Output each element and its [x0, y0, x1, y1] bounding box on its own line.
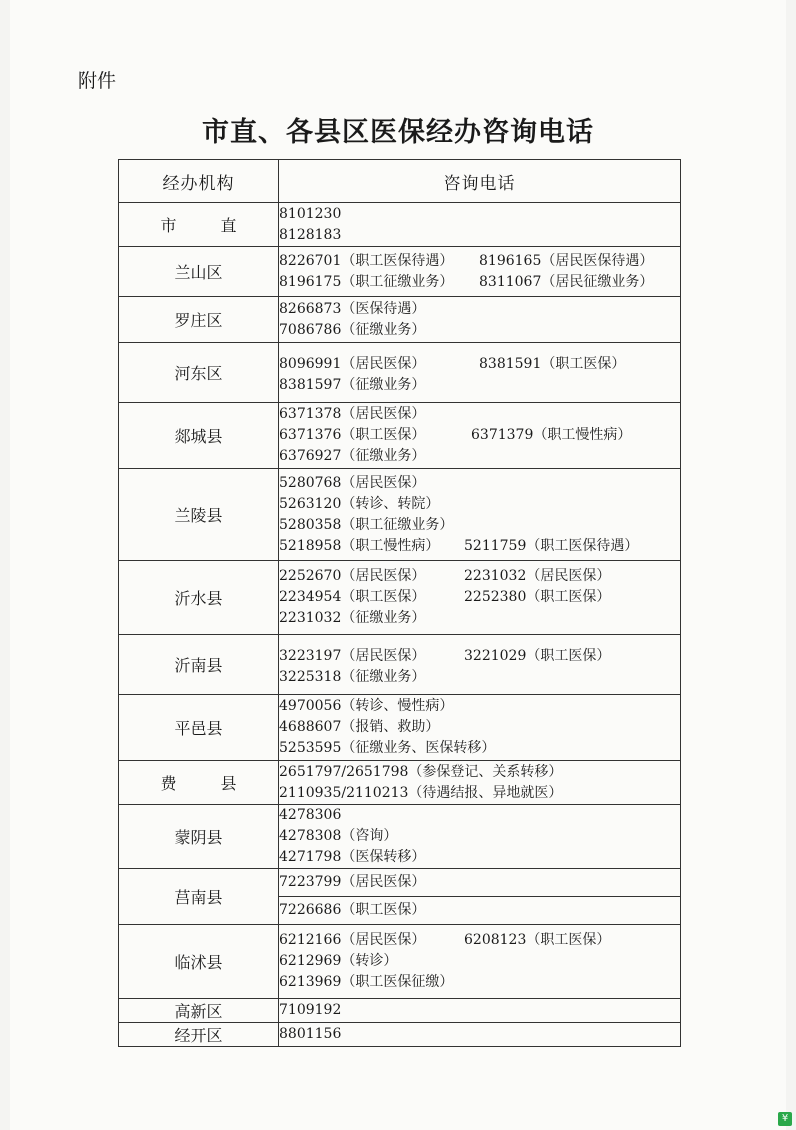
- phone-line: [279, 225, 680, 246]
- phone-line: [279, 826, 680, 847]
- phone-line: [279, 972, 680, 993]
- phone-entry: 5218958（职工慢性病）: [279, 537, 440, 554]
- org-name: 平邑县: [119, 695, 279, 761]
- phone-entry: 7109192: [279, 1002, 342, 1018]
- attachment-label: 附件: [78, 70, 117, 92]
- org-name: 沂南县: [119, 635, 279, 695]
- org-name: 市 直: [119, 203, 279, 247]
- phone-entry: 5280768（居民医保）: [279, 474, 426, 491]
- phone-cell: [279, 203, 681, 247]
- phone-entry: 7226686（职工医保）: [279, 902, 426, 918]
- phone-line: [279, 404, 680, 425]
- org-name: 兰山区: [119, 247, 279, 297]
- contact-table: [118, 159, 681, 1047]
- org-name: 罗庄区: [119, 297, 279, 343]
- phone-entry: 6212166（居民医保）: [279, 932, 426, 948]
- phone-line: [279, 446, 680, 467]
- table-row: [119, 561, 681, 635]
- phone-line: [279, 608, 680, 629]
- phone-entry: 4970056（转诊、慢性病）: [279, 698, 454, 714]
- phone-entry: 6212969（转诊）: [279, 953, 398, 969]
- phone-line: [279, 566, 680, 587]
- phone-line: [279, 536, 680, 557]
- phone-cell: [279, 297, 681, 343]
- org-name: 费 县: [119, 761, 279, 805]
- phone-entry: 6213969（职工医保征缴）: [279, 974, 454, 990]
- phone-line: [279, 587, 680, 608]
- table-row: [119, 695, 681, 761]
- phone-line: [279, 847, 680, 868]
- phone-line: [279, 473, 680, 494]
- phone-cell: [279, 561, 681, 635]
- phone-entry: 5280358（职工征缴业务）: [279, 516, 454, 533]
- phone-line: [279, 494, 680, 515]
- table-header-row: [119, 160, 681, 203]
- phone-entry: 2231032（居民医保）: [464, 568, 611, 584]
- phone-line: [279, 930, 680, 951]
- phone-line: [279, 299, 680, 320]
- phone-entry: 3221029（职工医保）: [464, 647, 611, 664]
- phone-entry: 5253595（征缴业务、医保转移）: [279, 740, 496, 756]
- phone-entry: 8311067（居民征缴业务）: [479, 273, 654, 290]
- phone-line: [279, 251, 680, 272]
- org-name: 沂水县: [119, 561, 279, 635]
- phone-entry: 8101230: [279, 205, 342, 222]
- phone-cell: [279, 761, 681, 805]
- phone-entry: 6371378（居民医保）: [279, 406, 426, 422]
- phone-line: [279, 1024, 680, 1045]
- phone-entry: 2234954（职工医保）: [279, 589, 426, 605]
- phone-entry: 6371379（职工慢性病）: [471, 427, 632, 443]
- table-row: [119, 203, 681, 247]
- table-row: [119, 925, 681, 999]
- phone-entry: 8196175（职工征缴业务）: [279, 273, 454, 290]
- phone-cell: [279, 247, 681, 297]
- table-row: [119, 805, 681, 869]
- org-name: 河东区: [119, 343, 279, 403]
- corner-badge-icon: ¥: [778, 1112, 792, 1126]
- phone-entry: 2651797/2651798（参保登记、关系转移）: [279, 763, 563, 780]
- phone-cell: [279, 869, 681, 897]
- phone-cell: [279, 695, 681, 761]
- table-row: [119, 869, 681, 897]
- phone-line: [279, 515, 680, 536]
- phone-cell: [279, 635, 681, 695]
- table-row: [119, 635, 681, 695]
- table-row: [119, 761, 681, 805]
- table-row: [119, 1023, 681, 1047]
- table-row: [119, 403, 681, 469]
- phone-cell: [279, 897, 681, 925]
- phone-entry: 8381597（征缴业务）: [279, 376, 426, 393]
- phone-entry: 5211759（职工医保待遇）: [464, 537, 639, 554]
- org-name: 莒南县: [119, 869, 279, 925]
- phone-entry: 5263120（转诊、转院）: [279, 495, 440, 512]
- column-header-phone: 咨询电话: [279, 160, 681, 203]
- phone-entry: 8096991（居民医保）: [279, 355, 426, 372]
- phone-entry: 6208123（职工医保）: [464, 932, 611, 948]
- phone-line: [279, 872, 680, 893]
- phone-line: [279, 272, 680, 293]
- phone-line: [279, 783, 680, 804]
- org-name: 临沭县: [119, 925, 279, 999]
- phone-line: [279, 717, 680, 738]
- phone-entry: 3223197（居民医保）: [279, 647, 426, 664]
- phone-line: [279, 900, 680, 921]
- phone-cell: [279, 805, 681, 869]
- phone-cell: [279, 403, 681, 469]
- page-title: 市直、各县区医保经办咨询电话: [202, 117, 594, 148]
- phone-cell: [279, 343, 681, 403]
- phone-entry: 2231032（征缴业务）: [279, 610, 426, 626]
- phone-line: [279, 696, 680, 717]
- phone-entry: 8266873（医保待遇）: [279, 300, 426, 317]
- phone-line: [279, 1000, 680, 1021]
- table-row: [119, 999, 681, 1023]
- phone-entry: 3225318（征缴业务）: [279, 668, 426, 685]
- phone-entry: 7223799（居民医保）: [279, 874, 426, 890]
- column-header-org: 经办机构: [119, 160, 279, 203]
- table-row: [119, 469, 681, 561]
- org-name: 高新区: [119, 999, 279, 1023]
- phone-line: [279, 805, 680, 826]
- phone-line: [279, 425, 680, 446]
- phone-entry: 8801156: [279, 1026, 342, 1042]
- phone-entry: 8226701（职工医保待遇）: [279, 252, 454, 269]
- phone-entry: 6376927（征缴业务）: [279, 448, 426, 464]
- phone-entry: 8381591（职工医保）: [479, 355, 626, 372]
- phone-line: [279, 204, 680, 225]
- phone-cell: [279, 1023, 681, 1047]
- phone-line: [279, 354, 680, 375]
- table-row: [119, 247, 681, 297]
- phone-entry: 4688607（报销、救助）: [279, 719, 440, 735]
- table-row: [119, 297, 681, 343]
- phone-entry: 8196165（居民医保待遇）: [479, 252, 654, 269]
- phone-line: [279, 646, 680, 667]
- phone-entry: 6371376（职工医保）: [279, 427, 426, 443]
- phone-entry: 4271798（医保转移）: [279, 849, 426, 865]
- phone-line: [279, 320, 680, 341]
- phone-entry: 2110935/2110213（待遇结报、异地就医）: [279, 784, 563, 801]
- org-name: 兰陵县: [119, 469, 279, 561]
- phone-line: [279, 762, 680, 783]
- phone-line: [279, 738, 680, 759]
- phone-line: [279, 667, 680, 688]
- org-name: 郯城县: [119, 403, 279, 469]
- table-row: [119, 343, 681, 403]
- phone-entry: 7086786（征缴业务）: [279, 321, 426, 338]
- org-name: 蒙阴县: [119, 805, 279, 869]
- phone-entry: 8128183: [279, 226, 342, 243]
- phone-line: [279, 951, 680, 972]
- phone-entry: 4278306: [279, 807, 342, 823]
- phone-entry: 2252380（职工医保）: [464, 589, 611, 605]
- phone-line: [279, 375, 680, 396]
- org-name: 经开区: [119, 1023, 279, 1047]
- table-body: [119, 203, 681, 1047]
- phone-entry: 4278308（咨询）: [279, 828, 398, 844]
- phone-entry: 2252670（居民医保）: [279, 568, 426, 584]
- phone-cell: [279, 999, 681, 1023]
- phone-cell: [279, 925, 681, 999]
- phone-cell: [279, 469, 681, 561]
